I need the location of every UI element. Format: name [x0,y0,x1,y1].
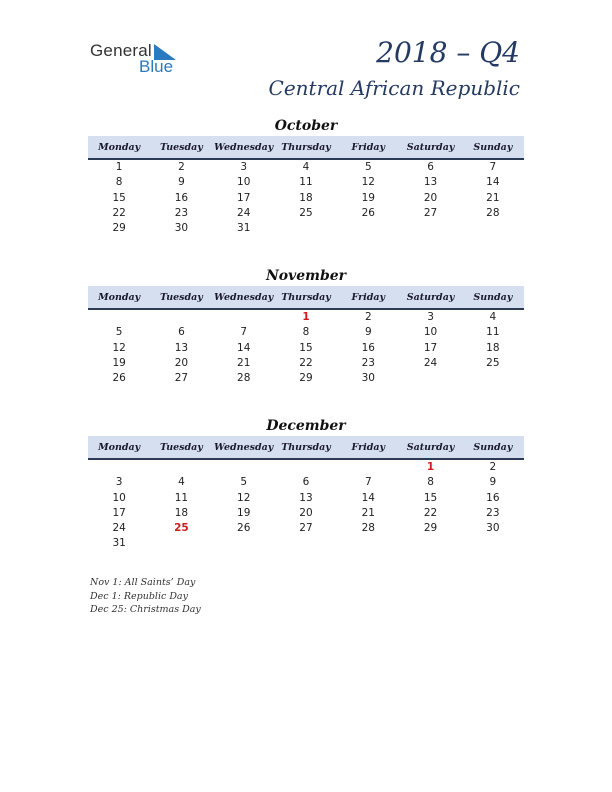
weekday-label: Tuesday [160,291,203,303]
day-grid [88,160,524,236]
page-title: 2018 – Q4 [376,36,520,69]
day-cell: 12 [112,341,126,354]
weekday-header [88,136,524,160]
day-cell: 21 [361,506,375,519]
day-cell [88,460,150,475]
day-cell: 21 [486,191,500,204]
day-cell [88,310,150,325]
day-cell: 1 [426,461,435,473]
weekday-label: Monday [98,141,141,153]
month-name: November [265,268,347,284]
weekday-label: Sunday [473,291,513,303]
day-cell: 7 [364,476,372,489]
day-cell: 6 [302,476,310,489]
day-grid [88,310,524,386]
holiday-note: Nov 1: All Saints’ Day [90,577,196,588]
day-cell: 29 [299,372,313,385]
weekday-label: Thursday [281,291,331,303]
weekday-header [88,436,524,460]
day-cell: 2 [178,161,185,173]
day-cell: 20 [174,356,189,369]
day-cell: 25 [299,206,313,219]
holiday-note: Dec 25: Christmas Day [90,604,201,615]
day-cell: 9 [364,326,372,339]
day-cell: 19 [112,356,126,369]
day-cell [275,221,337,236]
day-cell: 24 [237,206,251,219]
day-cell: 28 [361,522,375,535]
month-october [88,116,524,236]
day-cell: 12 [361,176,375,189]
weekday-label: Tuesday [160,141,203,153]
day-cell: 29 [112,222,126,235]
day-cell: 18 [299,191,313,204]
weekday-label: Saturday [406,141,455,153]
weekday-label: Saturday [406,441,455,453]
weekday-label: Tuesday [160,441,203,453]
day-cell: 14 [486,176,500,189]
day-cell: 22 [112,206,126,219]
day-cell: 11 [486,326,500,339]
day-cell [213,310,275,325]
day-cell [462,536,524,551]
day-cell: 26 [112,372,126,385]
day-cell: 30 [486,522,500,535]
logo-general-text: General [90,41,152,60]
month-december [88,416,524,552]
day-cell: 5 [115,326,123,339]
day-cell: 5 [364,161,372,173]
day-cell: 6 [178,326,185,339]
holiday-notes [90,576,201,617]
day-cell: 30 [174,222,189,235]
month-november [88,266,524,386]
logo-blue-text: Blue [139,57,174,76]
day-cell: 29 [423,522,438,535]
day-cell: 6 [427,161,434,173]
day-cell: 13 [423,176,438,189]
day-cell: 26 [361,206,375,219]
day-cell [275,536,337,551]
day-cell: 25 [486,356,500,369]
weekday-label: Friday [351,291,386,303]
day-cell [399,221,461,236]
day-cell: 8 [427,476,434,489]
day-cell: 3 [240,161,248,173]
day-cell: 4 [302,161,310,173]
weekday-header [88,286,524,310]
day-cell [337,460,399,475]
day-cell: 2 [489,461,497,473]
day-cell: 18 [486,341,500,354]
day-cell: 18 [174,506,189,519]
day-cell: 5 [240,476,248,489]
day-cell: 9 [178,176,185,189]
day-cell: 19 [237,506,251,519]
day-cell: 11 [299,176,313,189]
day-grid [88,460,524,552]
day-cell: 23 [486,506,500,519]
day-cell: 27 [299,522,313,535]
day-cell: 17 [423,341,438,354]
day-cell [150,536,212,551]
weekday-label: Sunday [473,141,513,153]
weekday-label: Wednesday [214,291,274,303]
day-cell: 15 [423,491,438,504]
day-cell: 21 [237,356,251,369]
day-cell [150,460,212,475]
day-cell: 3 [115,476,123,489]
day-cell [399,536,461,551]
day-cell: 7 [489,161,497,173]
day-cell: 27 [174,372,189,385]
day-cell: 14 [237,341,251,354]
day-cell [213,536,275,551]
month-name: December [266,418,346,434]
day-cell: 15 [112,191,126,204]
day-cell [462,221,524,236]
day-cell: 17 [112,506,126,519]
day-cell: 24 [112,522,126,535]
weekday-label: Monday [98,441,141,453]
day-cell: 20 [423,191,438,204]
weekday-label: Thursday [281,441,331,453]
holiday-note: Dec 1: Republic Day [90,590,188,602]
day-cell: 23 [361,356,375,369]
day-cell: 25 [174,522,189,535]
day-cell: 16 [361,341,375,354]
day-cell: 15 [299,341,313,354]
day-cell: 4 [489,311,497,323]
day-cell: 10 [423,326,438,339]
day-cell: 14 [361,491,375,504]
weekday-label: Friday [351,441,386,453]
day-cell: 22 [299,356,313,369]
day-cell [462,371,524,386]
day-cell: 30 [361,372,375,385]
day-cell: 8 [115,176,123,189]
weekday-label: Sunday [473,441,513,453]
day-cell: 31 [112,537,126,550]
day-cell: 10 [237,176,251,189]
weekday-label: Wednesday [214,141,274,153]
day-cell: 20 [299,506,313,519]
day-cell: 8 [302,326,310,339]
day-cell: 31 [237,222,251,235]
day-cell: 19 [361,191,375,204]
weekday-label: Monday [98,291,141,303]
day-cell: 16 [486,491,500,504]
day-cell: 12 [237,491,251,504]
day-cell: 24 [423,356,438,369]
day-cell [150,310,212,325]
day-cell: 16 [174,191,189,204]
day-cell: 11 [174,491,189,504]
day-cell [337,536,399,551]
day-cell: 27 [423,206,438,219]
month-name: October [274,118,338,134]
day-cell: 1 [115,161,123,173]
weekday-label: Friday [351,141,386,153]
day-cell [337,221,399,236]
day-cell [213,460,275,475]
day-cell: 28 [486,206,500,219]
weekday-label: Saturday [406,291,455,303]
day-cell: 17 [237,191,251,204]
day-cell: 26 [237,522,251,535]
weekday-label: Wednesday [214,441,274,453]
day-cell: 13 [299,491,313,504]
day-cell: 9 [489,476,497,489]
day-cell [399,371,461,386]
day-cell: 7 [240,326,248,339]
day-cell: 10 [112,491,126,504]
day-cell: 23 [174,206,189,219]
day-cell [275,460,337,475]
day-cell: 4 [178,476,185,489]
page-subtitle: Central African Republic [268,76,520,100]
day-cell: 2 [364,311,372,323]
day-cell: 22 [423,506,438,519]
logo [90,40,200,80]
day-cell: 1 [302,311,310,323]
day-cell: 28 [237,372,251,385]
day-cell: 13 [174,341,189,354]
day-cell: 3 [427,311,434,323]
weekday-label: Thursday [281,141,331,153]
